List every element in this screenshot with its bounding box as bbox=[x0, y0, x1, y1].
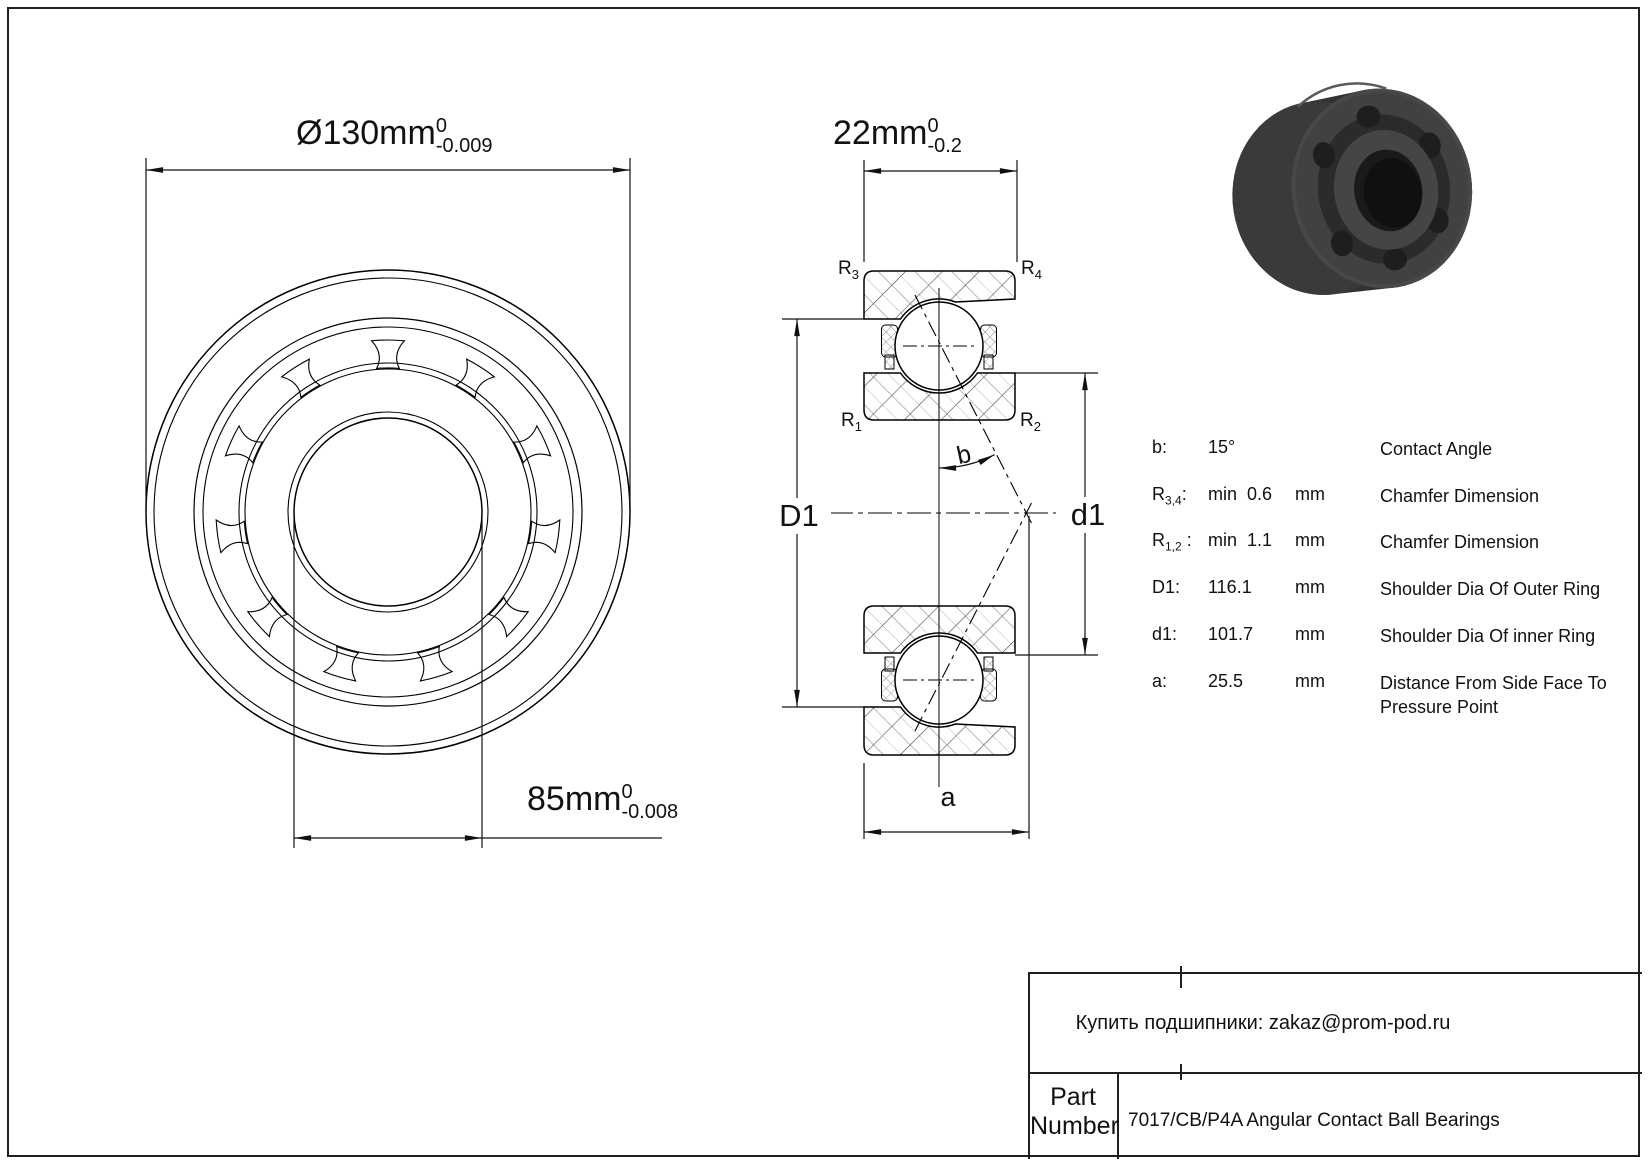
outer-diameter-text: Ø130mm 0 -0.009 bbox=[296, 114, 493, 158]
a-label: a bbox=[940, 782, 956, 812]
spec-row-D1: D1: 116.1 mm Shoulder Dia Of Outer Ring bbox=[1152, 577, 1601, 599]
outer-ring-od-circle bbox=[146, 270, 630, 754]
cage-bar bbox=[248, 598, 287, 637]
d1-label: d1 bbox=[1056, 497, 1120, 533]
cage-bar bbox=[489, 598, 528, 637]
bearing-3d-render bbox=[1217, 67, 1487, 311]
cage-bar bbox=[324, 647, 359, 681]
D1-label: D1 bbox=[767, 498, 831, 534]
part-number-value: 7017/CB/P4A Angular Contact Ball Bearings bbox=[1128, 1110, 1500, 1131]
width-dimension-text: 22mm 0 -0.2 bbox=[833, 114, 962, 158]
cage-pocket-bars bbox=[216, 340, 560, 681]
outer-ring-chamfer-circle bbox=[154, 278, 622, 746]
width-dimension bbox=[864, 160, 1017, 262]
title-block-middle-border bbox=[1028, 1072, 1642, 1074]
spec-row-a: a: 25.5 mm Distance From Side Face To Pressure Point bbox=[1152, 671, 1607, 717]
outer-ring-bore-circle bbox=[194, 318, 582, 706]
contact-email-line: Купить подшипники: zakaz@prom-pod.ru bbox=[1075, 1012, 1451, 1034]
part-number-label: Part Number bbox=[1030, 1083, 1119, 1140]
bore-chamfer-circle bbox=[288, 412, 488, 612]
title-block-top-border bbox=[1028, 972, 1642, 974]
cross-section-view bbox=[790, 271, 1098, 787]
outer-raceway-circle bbox=[203, 327, 573, 697]
bore-diameter-text: 85mm 0 -0.008 bbox=[527, 780, 679, 824]
outer-diameter-dimension bbox=[146, 158, 630, 508]
R1-label: $R_1$ bbox=[841, 410, 862, 434]
R3-label: $R_3$ bbox=[838, 258, 859, 282]
cage-bar bbox=[514, 426, 551, 463]
front-view bbox=[146, 270, 630, 754]
spec-row-chamfer-34: $R_{3,4}$: min 0.6 mm Chamfer Dimension bbox=[1152, 484, 1540, 508]
cage-bar bbox=[372, 340, 405, 368]
spec-row-d1: d1: 101.7 mm Shoulder Dia Of inner Ring bbox=[1152, 624, 1596, 646]
R2-label: $R_2$ bbox=[1020, 410, 1041, 434]
spec-row-contact-angle: b: 15° Contact Angle bbox=[1152, 437, 1493, 459]
cage-bar bbox=[225, 426, 262, 463]
R4-label: $R_4$ bbox=[1021, 258, 1042, 282]
bore-circle bbox=[294, 418, 482, 606]
cage-bar bbox=[418, 647, 453, 681]
inner-ring-od-circle bbox=[239, 363, 537, 661]
spec-row-chamfer-12: $R_{1,2}$ : min 1.1 mm Chamfer Dimension bbox=[1152, 530, 1540, 554]
b-label: b bbox=[954, 439, 974, 471]
